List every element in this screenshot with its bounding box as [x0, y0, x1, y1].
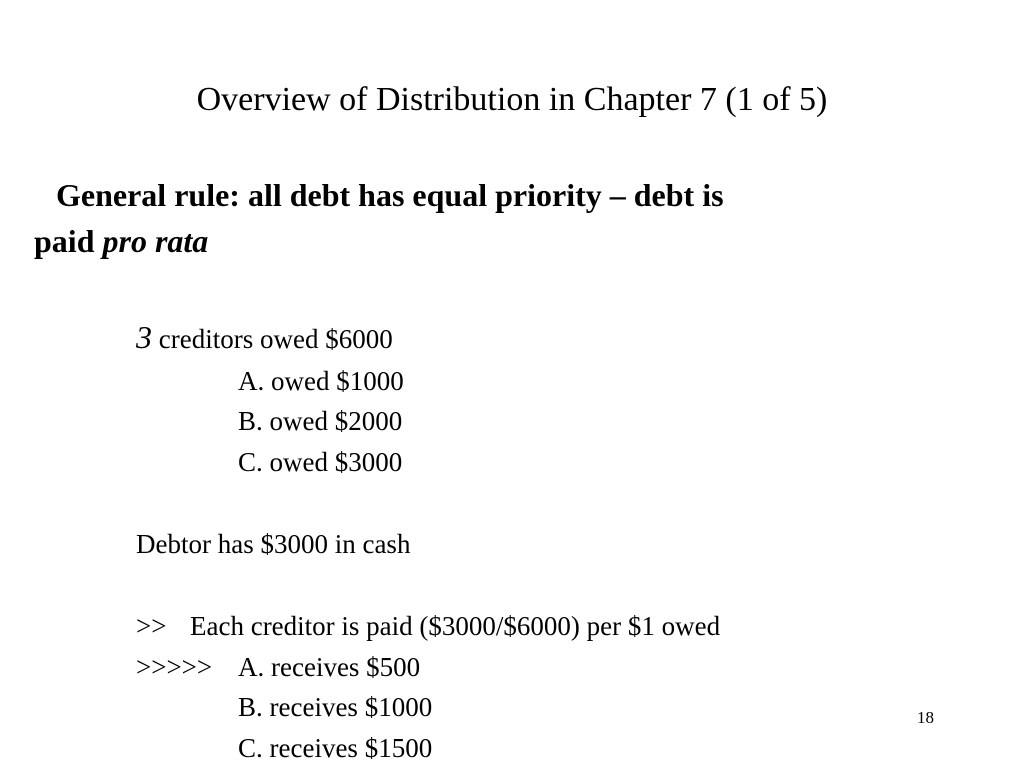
creditor-b-owed: B. owed $2000 — [238, 406, 403, 436]
creditors-count: 3 — [136, 319, 152, 355]
creditor-a-receives: A. receives $500 — [238, 652, 421, 682]
arrow-marker-long: >>>>> — [136, 652, 213, 682]
receives-a-line — [136, 650, 420, 684]
pro-rata-term: pro rata — [102, 223, 209, 259]
arrow-marker-short: >> — [136, 611, 167, 641]
payout-rule-line — [136, 609, 720, 643]
general-rule-line-2 — [34, 218, 934, 264]
creditors-text: creditors owed $6000 — [152, 324, 393, 354]
debtor-cash: Debtor has $3000 in cash — [136, 529, 411, 559]
general-rule-line-1: General rule: all debt has equal priority – debt is — [56, 177, 724, 213]
creditor-c-owed: C. owed $3000 — [238, 447, 403, 477]
creditor-a-owed: A. owed $1000 — [238, 366, 404, 396]
creditors-summary — [136, 320, 393, 356]
slide-title: Overview of Distribution in Chapter 7 (1 of 5) — [196, 81, 828, 118]
general-rule-prefix: paid — [34, 223, 103, 259]
payout-rule: Each creditor is paid ($3000/$6000) per $1 owed — [190, 611, 721, 641]
page-number: 18 — [917, 708, 934, 727]
general-rule — [34, 172, 934, 264]
creditor-c-receives: C. receives $1500 — [238, 733, 433, 763]
creditor-b-receives: B. receives $1000 — [238, 692, 433, 722]
